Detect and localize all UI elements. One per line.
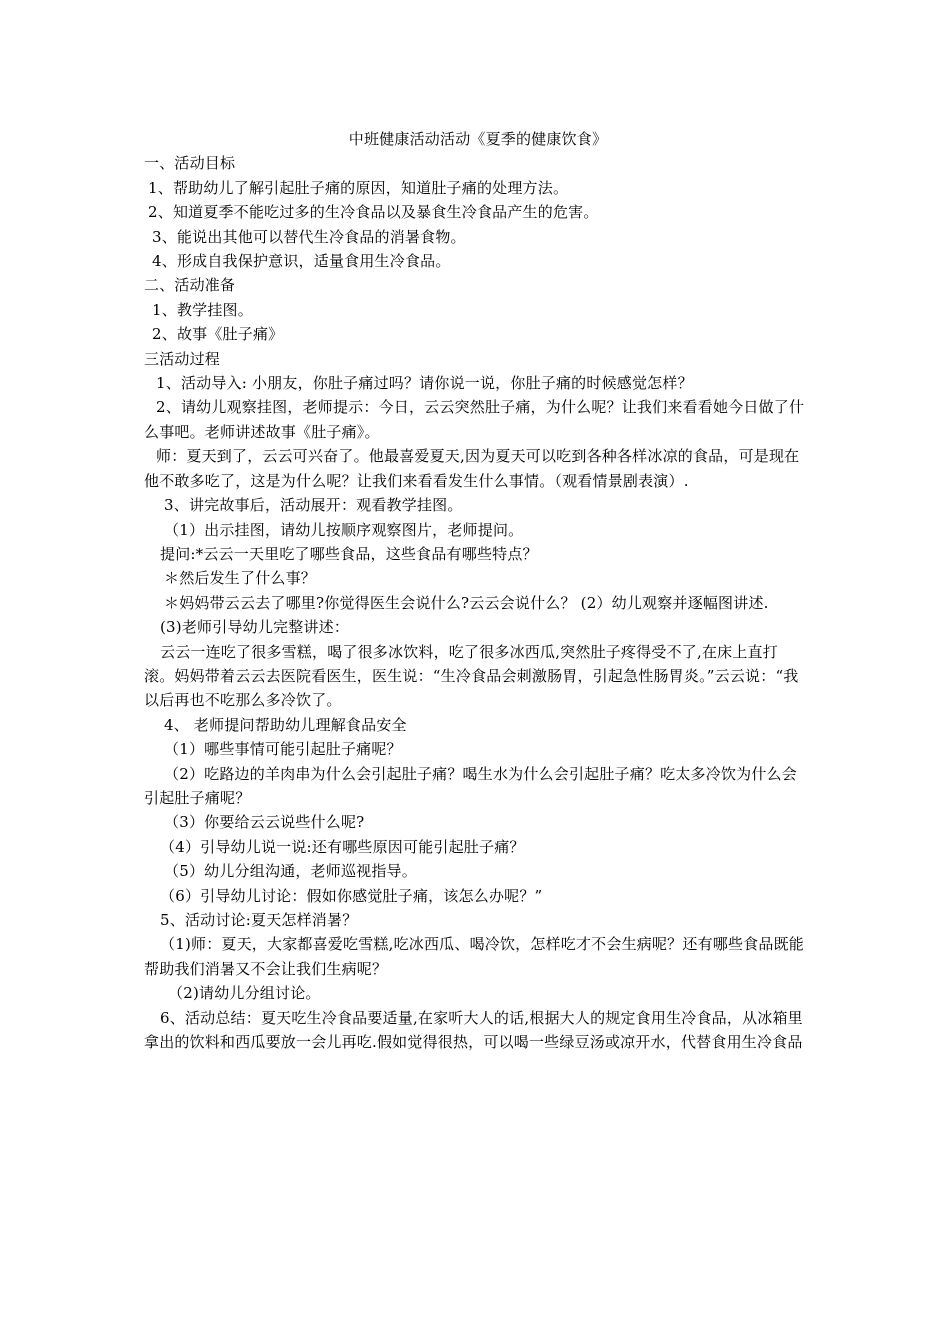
paragraph: 2、故事《肚子痛》 [152,325,284,344]
paragraph: （3）你要给云云说些什么呢? [164,813,365,832]
document-title: 中班健康活动活动《夏季的健康饮食》 [348,130,608,148]
paragraph: （1）哪些事情可能引起肚子痛呢？ [164,740,402,759]
paragraph: 二、活动准备 [144,276,236,295]
paragraph: 云云一连吃了很多雪糕，喝了很多冰饮料，吃了很多冰西瓜,突然肚子疼得受不了,在床上直打滚。妈妈带着云云去医院看医生，医生说：“生冷食品会刺激肠胃，引起急性肠胃炎。”云云说：“我以后再也不吃那么多冷饮了。 [144,642,799,710]
paragraph: （4）引导幼儿说一说:还有哪些原因可能引起肚子痛？ [160,837,525,856]
paragraph: 3、讲完故事后，活动展开：观看教学挂图。 [164,496,463,515]
paragraph: 1、活动导入: 小朋友，你肚子痛过吗？请你说一说，你肚子痛的时候感觉怎样？ [156,374,693,393]
paragraph: 1、教学挂图。 [152,300,253,319]
paragraph: 6、活动总结：夏天吃生冷食品要适量,在家听大人的话,根据大人的规定食用生冷食品，从冰箱里拿出的饮料和西瓜要放一会儿再吃.假如觉得很热，可以喝一些绿豆汤或凉开水，代替食用生冷食品 [144,1008,803,1052]
paragraph: 一、活动目标 [144,154,236,173]
paragraph: （5）幼儿分组沟通，老师巡视指导。 [164,862,417,881]
paragraph: ＊妈妈带云云去了哪里?你觉得医生会说什么?云云会说什么？ (2）幼儿观察并逐幅图讲述. [164,593,769,612]
paragraph: ＊然后发生了什么事？ [164,569,317,588]
document-body [144,151,808,1054]
paragraph: 4、形成自我保护意识，适量食用生冷食品。 [152,252,451,271]
paragraph: 4、 老师提问帮助幼儿理解食品安全 [164,715,407,734]
paragraph: 1、帮助幼儿了解引起肚子痛的原因，知道肚子痛的处理方法。 [148,178,569,197]
paragraph: （6）引导幼儿讨论：假如你感觉肚子痛，该怎么办呢？” [160,886,543,905]
paragraph: 2、请幼儿观察挂图，老师提示：今日，云云突然肚子痛，为什么呢？让我们来看看她今日做了什么事吧。老师讲述故事《肚子痛》。 [144,398,805,441]
paragraph: 2、知道夏季不能吃过多的生冷食品以及暴食生冷食品产生的危害。 [148,203,599,222]
paragraph: (3)老师引导幼儿完整讲述： [160,618,350,637]
paragraph: （2）吃路边的羊肉串为什么会引起肚子痛？喝生水为什么会引起肚子痛？吃太多冷饮为什么会引起肚子痛呢？ [144,764,797,807]
paragraph: （1）出示挂图，请幼儿按顺序观察图片，老师提问。 [164,520,524,539]
paragraph: 师：夏天到了，云云可兴奋了。他最喜爱夏天,因为夏天可以吃到各种各样冰凉的食品，可是现在他不敢多吃了，这是为什么呢？让我们来看看发生什么事情。（观看情景剧表演）. [144,447,800,490]
paragraph: （1)师：夏天，大家都喜爱吃雪糕,吃冰西瓜、喝冷饮，怎样吃才不会生病呢？还有哪些食品既能帮助我们消暑又不会让我们生病呢？ [144,935,804,978]
document-page [144,127,808,1054]
paragraph: 5、活动讨论:夏天怎样消暑？ [160,911,358,929]
paragraph: 3、能说出其他可以替代生冷食品的消暑食物。 [152,227,466,246]
paragraph: （2)请幼儿分组讨论。 [168,984,321,1003]
paragraph: 提问:*云云一天里吃了哪些食品，这些食品有哪些特点？ [160,544,538,563]
paragraph: 三活动过程 [144,349,221,368]
